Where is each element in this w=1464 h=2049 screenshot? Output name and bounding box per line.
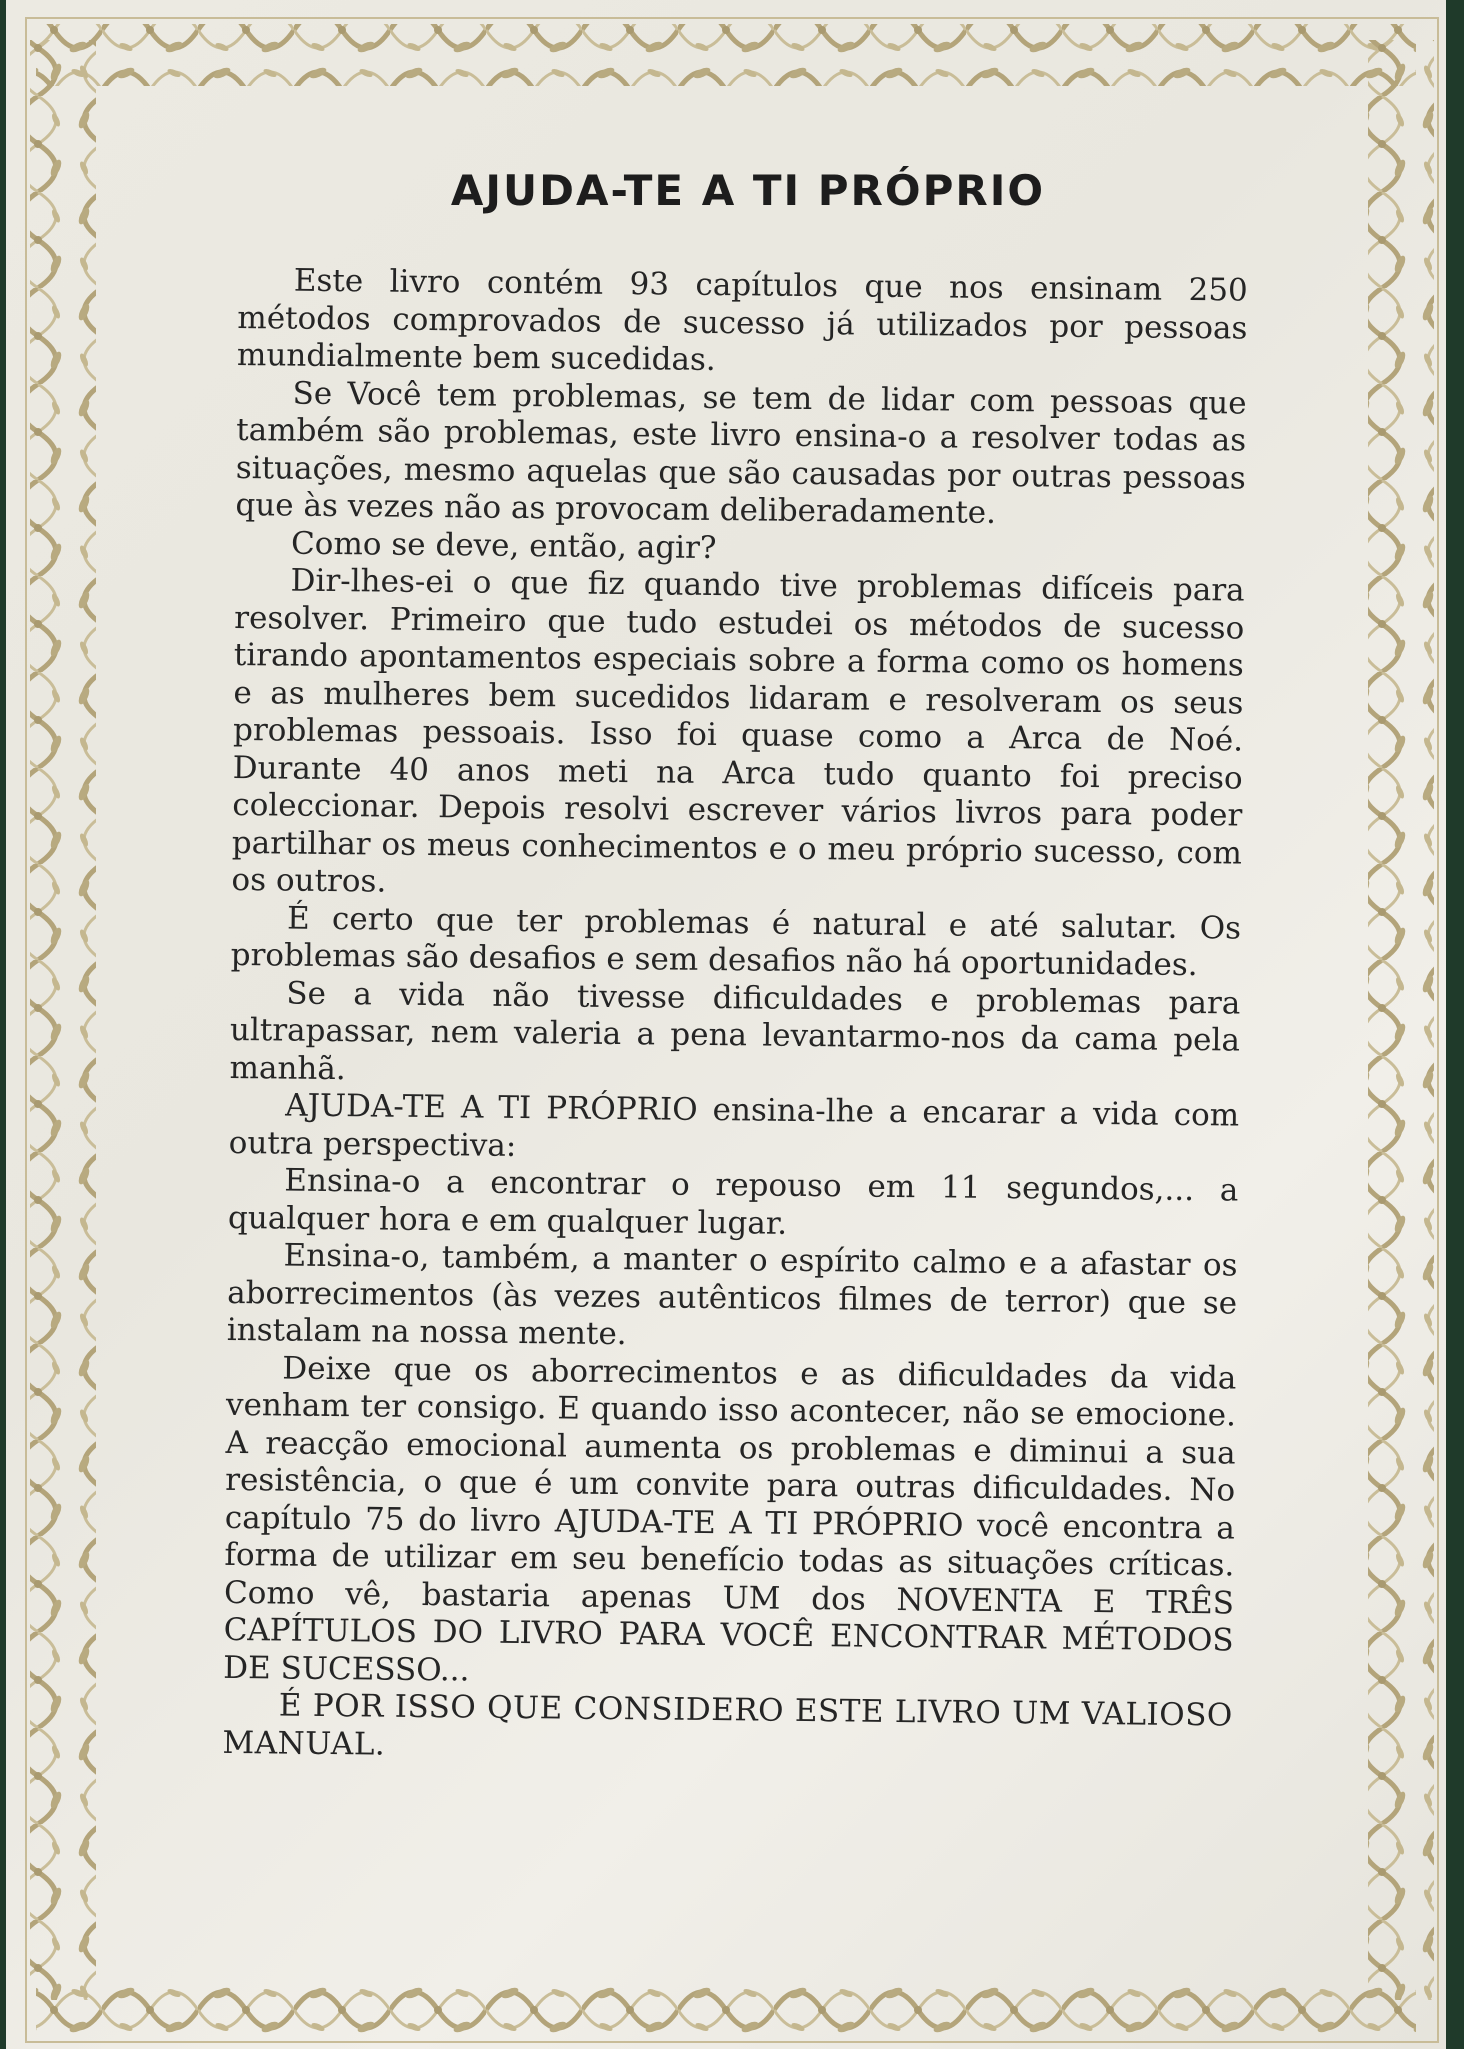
paragraph: Ensina-o, também, a manter o espírito calmo e a afastar os aborrecimentos (às vezes autênticos filmes de terror) que se instalam na nossa mente. xyxy=(226,1237,1238,1353)
paragraph: Dir-lhes-ei o que fiz quando tive problemas difíceis para resolver. Primeiro que tudo estudei os métodos de sucesso tirando apontamentos especiais sobre a forma como os homens e as mulheres bem sucedidos lidaram e resolveram os seus problemas pessoais. Isso foi quase como a Arca de Noé. Durante 40 anos meti na Arca tudo quanto foi preciso coleccionar. Depois resolvi escrever vários livros para poder partilhar os meus conhecimentos e o meu próprio sucesso, com os outros. xyxy=(231,562,1245,900)
paragraph: Se a vida não tivesse dificuldades e problemas para ultrapassar, nem valeria a pena levantarmo-nos da cama pela manhã. xyxy=(229,975,1241,1087)
paragraph: Ensina-o a encontrar o repouso em 11 segundos,... a qualquer hora e em qualquer lugar. xyxy=(227,1162,1239,1242)
closing-paragraph: É POR ISSO QUE CONSIDERO ESTE LIVRO UM VALIOSO MANUAL. xyxy=(222,1687,1234,1763)
page-title: AJUDA-TE A TI PRÓPRIO xyxy=(450,166,1046,215)
paragraph: É certo que ter problemas é natural e até salutar. Os problemas são desafios e sem desafios não há oportunidades. xyxy=(230,900,1242,984)
paragraph: Como se deve, então, agir? xyxy=(290,525,717,566)
paragraph: AJUDA-TE A TI PRÓPRIO ensina-lhe a encarar a vida com outra perspectiva: xyxy=(228,1087,1240,1164)
paragraph: Deixe que os aborrecimentos e as dificuldades da vida venham ter consigo. E quando isso acontecer, não se emocione. A reacção emocional aumenta os problemas e diminui a sua resistência, o que é um convite para outras dificuldades. No capítulo 75 do livro AJUDA-TE A TI PRÓPRIO você encontra a forma de utilizar em seu benefício todas as situações críticas. Como vê, bastaria apenas UM dos NOVENTA E TRÊS CAPÍTULOS DO LIVRO PARA VOCÊ ENCONTRAR MÉTODOS DE SUCESSO... xyxy=(223,1350,1237,1688)
book-page xyxy=(6,0,1446,2049)
paragraph: Se Você tem problemas, se tem de lidar com pessoas que também são problemas, este livro ensina-o a resolver todas as situações, mesmo aquelas que são causadas por outras pessoas que às vezes não as provocam deliberadamente. xyxy=(235,375,1247,531)
paragraph: Este livro contém 93 capítulos que nos ensinam 250 métodos comprovados de sucesso já utilizados por pessoas mundialmente bem sucedidas. xyxy=(236,262,1248,379)
body-text xyxy=(222,262,1248,1772)
